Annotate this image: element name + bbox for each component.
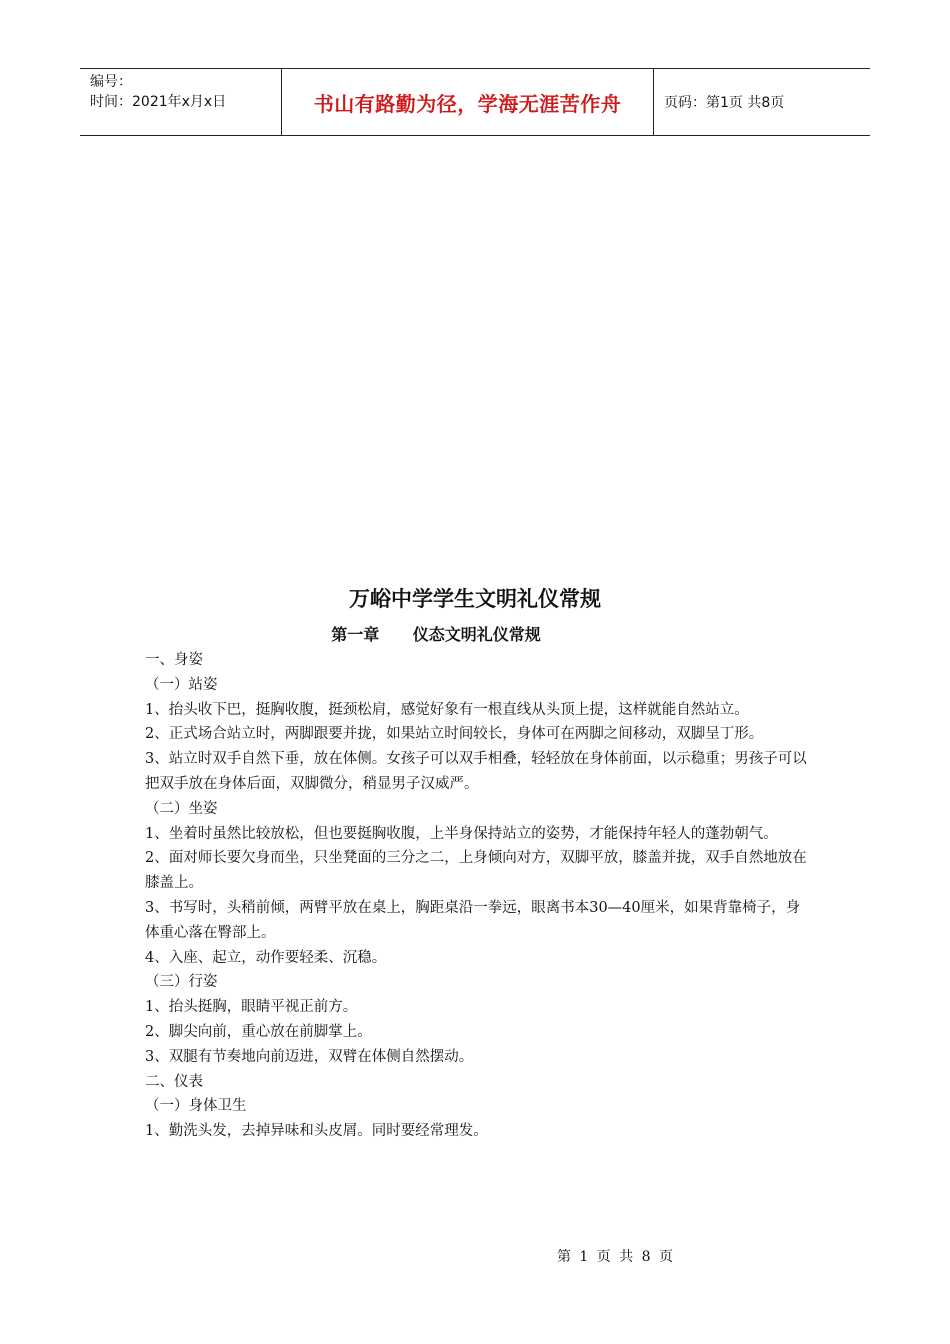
header-meta bbox=[80, 69, 282, 135]
paragraph: 3、书写时，头稍前倾，两臂平放在桌上，胸距桌沿一拳远，眼离书本30—40厘米，如果背靠椅子，身体重心落在臀部上。 bbox=[145, 899, 801, 941]
document-body bbox=[145, 648, 813, 1144]
subsection-heading: （一）站姿 bbox=[145, 676, 218, 693]
paragraph: 1、抬头挺胸，眼睛平视正前方。 bbox=[145, 999, 358, 1016]
header-motto: 书山有路勤为径，学海无涯苦作舟 bbox=[282, 69, 654, 135]
subsection-heading: （二）坐姿 bbox=[145, 800, 218, 817]
header-page-info: 页码：第1页 共8页 bbox=[664, 95, 785, 111]
paragraph: 2、面对师长要欠身而坐，只坐凳面的三分之二，上身倾向对方，双脚平放，膝盖并拢，双手自然地放在膝盖上。 bbox=[145, 850, 807, 892]
paragraph: 1、抬头收下巴，挺胸收腹，挺颈松肩，感觉好象有一根直线从头顶上提，这样就能自然站立。 bbox=[145, 701, 749, 718]
subsection-heading: （一）身体卫生 bbox=[145, 1098, 247, 1115]
paragraph: 3、双腿有节奏地向前迈进，双臂在体侧自然摆动。 bbox=[145, 1048, 474, 1065]
section-heading: 一、身姿 bbox=[145, 652, 203, 668]
number-label: 编号： bbox=[90, 74, 132, 90]
subsection-heading: （三）行姿 bbox=[145, 974, 218, 991]
paragraph: 2、脚尖向前，重心放在前脚掌上。 bbox=[145, 1023, 372, 1040]
paragraph: 1、勤洗头发，去掉异味和头皮屑。同时要经常理发。 bbox=[145, 1123, 488, 1140]
paragraph: 2、正式场合站立时，两脚跟要并拢，如果站立时间较长，身体可在两脚之间移动，双脚呈丁形。 bbox=[145, 726, 764, 743]
chapter-title: 第一章 仪态文明礼仪常规 bbox=[331, 625, 541, 644]
document-title: 万峪中学学生文明礼仪常规 bbox=[349, 587, 601, 611]
paragraph: 4、入座、起立，动作要轻柔、沉稳。 bbox=[145, 949, 387, 966]
document-header bbox=[80, 68, 870, 136]
paragraph: 3、站立时双手自然下垂，放在体侧。女孩子可以双手相叠，轻轻放在身体前面，以示稳重；男孩子可以把双手放在身体后面，双脚微分，稍显男子汉威严。 bbox=[145, 751, 807, 792]
time-label: 时间：2021年x月x日 bbox=[90, 94, 227, 110]
paragraph: 1、坐着时虽然比较放松，但也要挺胸收腹，上半身保持站立的姿势，才能保持年轻人的蓬勃朝气。 bbox=[145, 825, 778, 842]
section-heading: 二、仪表 bbox=[145, 1073, 203, 1090]
page-footer: 第 1 页 共 8 页 bbox=[556, 1249, 676, 1265]
